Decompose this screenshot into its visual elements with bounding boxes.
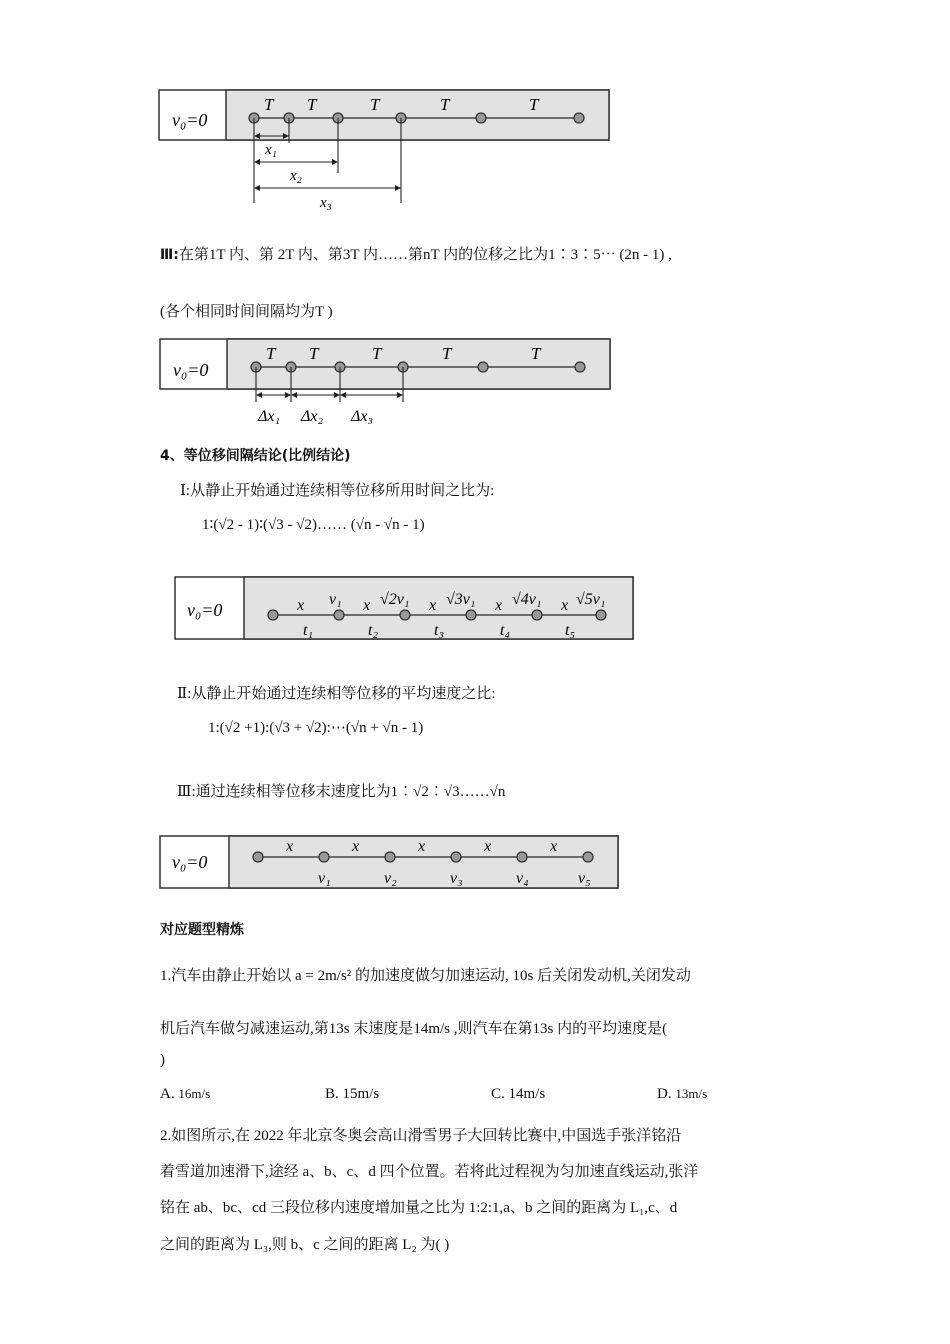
figure-delta-displacement xyxy=(158,337,614,432)
point xyxy=(451,852,461,862)
x-label: x xyxy=(495,597,503,614)
point xyxy=(583,852,593,862)
t-label: t₄ xyxy=(500,622,511,639)
figure-equal-displacement-velocities xyxy=(158,833,622,893)
delta-label: Δx₁ xyxy=(258,408,281,425)
point xyxy=(253,852,263,862)
x-label: x xyxy=(418,838,426,855)
q1-line-1: 1.汽车由静止开始以 a = 2m/s² 的加速度做匀加速运动, 10s 后关闭发动机,关闭发动 xyxy=(160,968,691,984)
section-4-item-1-formula: 1∶(√2 - 1)∶(√3 - √2)…… (√n - √n - 1) xyxy=(202,517,425,533)
v-label: v₁ xyxy=(329,591,342,608)
point xyxy=(532,610,542,620)
q1-option-b[interactable]: B. 15m/s xyxy=(325,1086,380,1102)
interval-label: T xyxy=(370,95,380,114)
point xyxy=(478,362,488,372)
dist-label: x₂ xyxy=(290,168,302,184)
x-label: x xyxy=(286,838,294,855)
v-label: v₅ xyxy=(578,870,591,887)
point xyxy=(575,362,585,372)
q1-option-d[interactable]: D. 13m/s xyxy=(657,1086,708,1102)
q1-option-a[interactable]: A. 16m/s xyxy=(160,1086,211,1102)
interval-label: T xyxy=(440,95,450,114)
interval-label: T xyxy=(266,344,276,363)
point xyxy=(319,852,329,862)
x-label: x xyxy=(363,597,371,614)
v-label: √3v₁ xyxy=(446,591,476,608)
point xyxy=(268,610,278,620)
v0-label: v₀=0 xyxy=(187,600,223,620)
delta-label: Δx₃ xyxy=(351,408,374,425)
v0-label: v₀=0 xyxy=(173,360,209,380)
dist-label: x₃ xyxy=(320,195,332,211)
v0-label: v₀=0 xyxy=(172,852,208,872)
interval-label: T xyxy=(531,344,541,363)
x-label: x xyxy=(352,838,360,855)
point xyxy=(400,610,410,620)
interval-label: T xyxy=(264,95,274,114)
delta-label: Δx₂ xyxy=(301,408,324,425)
section-4-item-2-formula: 1:(√2 +1):(√3 + √2):⋯(√n + √n - 1) xyxy=(208,720,424,736)
point xyxy=(334,610,344,620)
t-label: t₂ xyxy=(368,622,379,639)
point xyxy=(596,610,606,620)
practice-heading: 对应题型精炼 xyxy=(160,922,244,938)
x-label: x xyxy=(484,838,492,855)
x-label: x xyxy=(429,597,437,614)
x-label: x xyxy=(561,597,569,614)
section-4-item-3: Ⅲ:通过连续相等位移末速度比为1∶√2∶√3……√n xyxy=(177,784,506,800)
x-label: x xyxy=(550,838,558,855)
section-4-heading: 4、等位移间隔结论(比例结论) xyxy=(160,448,351,464)
section-3-note: (各个相同时间间隔均为T ) xyxy=(160,304,333,320)
point xyxy=(517,852,527,862)
q2-line-3: 铭在 ab、bc、cd 三段位移内速度增加量之比为 1:2:1,a、b 之间的距离为 L₁,c、d xyxy=(160,1200,678,1216)
t-label: t₁ xyxy=(303,622,314,639)
figure-equal-displacement-times xyxy=(173,574,636,642)
v-label: v₁ xyxy=(318,870,331,887)
q1-line-3: ) xyxy=(160,1052,165,1068)
q1-line-2: 机后汽车做匀减速运动,第13s 末速度是14m/s ,则汽车在第13s 内的平均速度是( xyxy=(160,1021,668,1037)
interval-label: T xyxy=(442,344,452,363)
section-3-line: Ⅲ:在第1T 内、第 2T 内、第3T 内……第nT 内的位移之比为1∶3∶5⋯ (2n - 1) , xyxy=(160,247,672,263)
q2-line-4: 之间的距离为 L₃,则 b、c 之间的距离 L₂ 为( ) xyxy=(160,1237,450,1253)
point xyxy=(466,610,476,620)
q2-line-1: 2.如图所示,在 2022 年北京冬奥会高山滑雪男子大回转比赛中,中国选手张洋铭沿 xyxy=(160,1128,682,1144)
section-4-item-2: Ⅱ:从静止开始通过连续相等位移的平均速度之比: xyxy=(177,686,496,702)
interval-label: T xyxy=(307,95,317,114)
v-label: √2v₁ xyxy=(380,591,410,608)
section-4-item-1: Ⅰ:从静止开始通过连续相等位移所用时间之比为: xyxy=(180,483,495,499)
x-label: x xyxy=(297,597,305,614)
v-label: √5v₁ xyxy=(576,591,606,608)
v-label: v₄ xyxy=(516,870,529,887)
v-label: v₂ xyxy=(384,870,397,887)
q1-option-c[interactable]: C. 14m/s xyxy=(491,1086,546,1102)
point xyxy=(385,852,395,862)
v-label: v₃ xyxy=(450,870,463,887)
interval-label: T xyxy=(529,95,539,114)
dist-label: x₁ xyxy=(265,142,277,158)
interval-label: T xyxy=(309,344,319,363)
v0-label: v₀=0 xyxy=(172,110,208,130)
q2-line-2: 着雪道加速滑下,途经 a、b、c、d 四个位置。若将此过程视为匀加速直线运动,张洋 xyxy=(160,1164,699,1180)
point xyxy=(476,113,486,123)
figure-time-intervals-displacement xyxy=(158,88,613,213)
t-label: t₅ xyxy=(565,622,576,639)
point xyxy=(574,113,584,123)
interval-label: T xyxy=(372,344,382,363)
v-label: √4v₁ xyxy=(512,591,542,608)
t-label: t₃ xyxy=(434,622,445,639)
